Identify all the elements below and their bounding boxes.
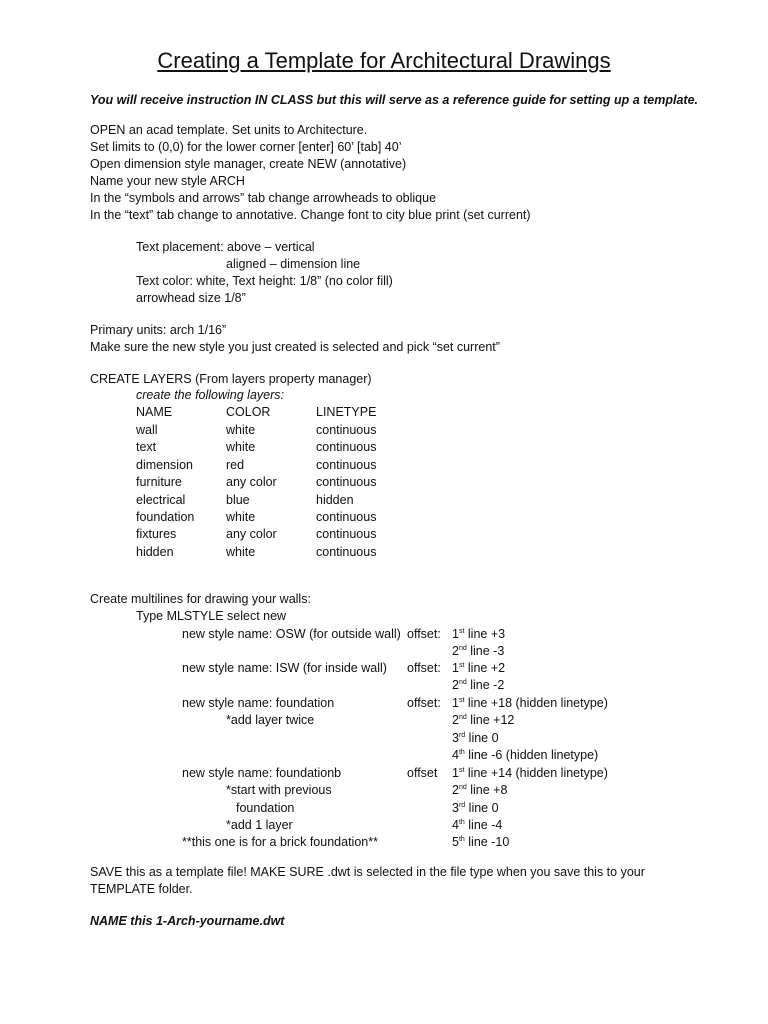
layer-color: white [226,440,256,455]
offset-line-value: line +8 [470,783,508,798]
offset-line-value: line +14 (hidden linetype) [467,766,608,780]
intro-text: You will receive instruction IN CLASS but this will serve as a reference guide for setting up a template. [90,93,699,107]
name-note: NAME this 1-Arch-yourname.dwt [90,914,285,928]
layer-name: text [136,440,157,455]
offset-line-value: line +18 (hidden linetype) [467,696,608,710]
text-placement-aligned: aligned – dimension line [226,257,361,271]
offset-line-value: line -2 [470,678,505,693]
offset-line-value: line 0 [468,730,499,745]
offset-line-value: line -6 (hidden linetype) [468,747,599,762]
setup-step: Name your new style ARCH [90,174,245,188]
offset-line [452,834,509,851]
offset-line-ordinal: th [458,818,465,826]
offset-line-value: line +3 [467,627,506,641]
offset-line [452,782,507,799]
offset-line-ordinal: rd [458,801,466,809]
set-current-note: Make sure the new style you just created is selected and pick “set current” [90,340,500,354]
offset-line-number: 3 [452,730,459,745]
setup-step: Set limits to (0,0) for the lower corner [enter] 60’ [tab] 40’ [90,140,402,154]
layer-name: electrical [136,492,186,507]
offset-line [452,643,504,660]
layer-linetype: continuous [316,527,377,542]
layer-name: fixtures [136,527,177,542]
offset-line-number: 2 [452,678,459,693]
offset-line-ordinal: st [458,628,465,635]
save-note-folder: TEMPLATE folder. [90,882,193,896]
layer-color: any color [226,475,277,490]
multiline-style-note: *add 1 layer [226,817,293,832]
offset-line-ordinal: st [458,767,465,774]
multiline-style-name: new style name: foundationb [182,766,342,780]
primary-units: Primary units: arch 1/16” [90,323,227,337]
offset-line-value: line +2 [467,661,506,675]
layer-color: any color [226,527,277,542]
offset-line-number: 5 [452,835,459,850]
layer-linetype: continuous [316,457,377,472]
offset-line-ordinal: st [458,697,465,704]
layer-linetype: continuous [316,510,377,524]
text-color: Text color: white, Text height: 1/8” (no color fill) [136,274,393,288]
layer-color: white [226,423,256,437]
offset-line-number: 1 [452,627,459,641]
offset-line [452,677,504,694]
offset-line-ordinal: nd [458,714,467,722]
offset-line-number: 1 [452,696,459,710]
layer-linetype: continuous [316,423,377,437]
layer-name: hidden [136,544,174,559]
save-note: SAVE this as a template file! MAKE SURE .dwt is selected in the file type when you save this to your [90,865,645,879]
layer-color: white [226,544,256,559]
layers-heading: CREATE LAYERS (From layers property manager) [90,372,372,386]
offset-line-value: line 0 [468,800,499,815]
setup-step: In the “symbols and arrows” tab change arrowheads to oblique [90,191,437,205]
offset-line-value: line -10 [468,835,510,850]
offset-label: offset: [407,627,441,641]
column-header-color: COLOR [226,405,271,419]
offset-line [452,765,608,782]
layer-name: furniture [136,475,182,490]
offset-line [452,626,505,643]
layer-linetype: continuous [316,475,377,490]
layer-linetype: hidden [316,492,354,507]
column-header-linetype: LINETYPE [316,405,377,419]
offset-line-value: line -3 [470,644,505,659]
layer-color: red [226,457,245,472]
offset-line [452,660,505,677]
arrowhead-size: arrowhead size 1/8” [136,291,246,305]
layer-linetype: continuous [316,440,377,455]
multiline-style-name: new style name: OSW (for outside wall) [182,627,401,641]
layer-name: foundation [136,510,195,524]
multiline-style-note: foundation [236,800,295,815]
column-header-name: NAME [136,405,173,419]
mlstyle-instruction: Type MLSTYLE select new [136,609,287,623]
offset-line-number: 4 [452,817,459,832]
offset-line-number: 1 [452,766,459,780]
offset-line-ordinal: nd [458,645,467,653]
offset-line-ordinal: st [458,662,465,669]
offset-label: offset: [407,661,441,675]
multilines-heading: Create multilines for drawing your walls: [90,592,311,606]
offset-line-value: line +12 [470,713,515,728]
offset-line-number: 1 [452,661,459,675]
layer-name: wall [136,423,158,437]
setup-step: OPEN an acad template. Set units to Architecture. [90,123,368,137]
offset-line-ordinal: nd [458,679,467,687]
offset-line-ordinal: rd [458,731,466,739]
offset-line-number: 2 [452,644,459,659]
layer-color: blue [226,492,250,507]
offset-line-number: 2 [452,783,459,798]
offset-line-ordinal: nd [458,784,467,792]
multiline-style-note: **this one is for a brick foundation** [182,835,378,850]
multiline-style-name: new style name: ISW (for inside wall) [182,661,387,675]
layer-color: white [226,510,256,524]
setup-step: Open dimension style manager, create NEW (annotative) [90,157,407,171]
offset-line-ordinal: th [458,836,465,844]
offset-line [452,817,502,834]
layer-name: dimension [136,457,193,472]
offset-line [452,800,499,817]
offset-line [452,730,499,747]
offset-line [452,695,608,712]
offset-line-ordinal: th [458,748,465,756]
offset-label: offset: [407,696,441,710]
offset-line-number: 3 [452,800,459,815]
offset-line-value: line -4 [468,817,503,832]
offset-line [452,747,598,764]
layer-linetype: continuous [316,544,377,559]
offset-line-number: 4 [452,747,459,762]
multiline-style-note: *start with previous [226,783,332,798]
layers-subheading: create the following layers: [136,388,284,402]
offset-line-number: 2 [452,713,459,728]
multiline-style-note: *add layer twice [226,713,315,728]
setup-step: In the “text” tab change to annotative. Change font to city blue print (set current) [90,208,531,222]
multiline-style-name: new style name: foundation [182,696,335,710]
offset-label: offset [407,766,438,780]
page-title: Creating a Template for Architectural Drawings [157,48,611,73]
offset-line [452,712,514,729]
text-placement: Text placement: above – vertical [136,240,315,254]
